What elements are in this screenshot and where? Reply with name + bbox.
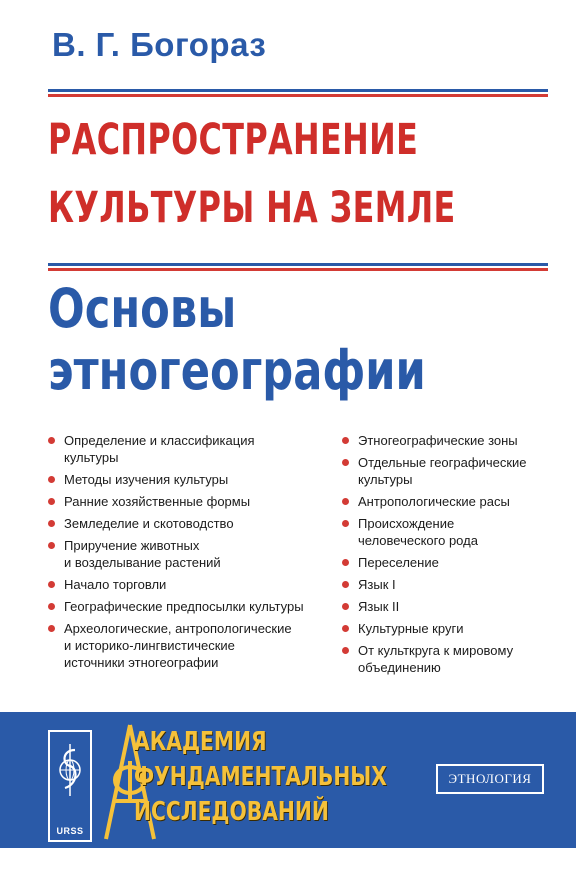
topic-item bbox=[48, 598, 330, 615]
topic-item-text: Определение и классификация bbox=[64, 433, 255, 448]
topic-item bbox=[342, 642, 562, 676]
topic-item bbox=[342, 515, 562, 549]
book-subtitle-line: этногеографии bbox=[48, 339, 426, 402]
series-title-line: АКАДЕМИЯ bbox=[134, 727, 267, 757]
topic-item bbox=[48, 576, 330, 593]
topic-item-text: Археологические, антропологические bbox=[64, 621, 292, 636]
topic-item-text: Язык I bbox=[358, 577, 396, 592]
top-divider bbox=[48, 89, 548, 97]
topic-item-text: культуры bbox=[358, 472, 413, 487]
topic-item-text: культуры bbox=[64, 450, 119, 465]
topic-item-text: Начало торговли bbox=[64, 577, 167, 592]
topic-item-text: Происхождение bbox=[358, 516, 455, 531]
topic-item bbox=[48, 432, 330, 466]
middle-divider bbox=[48, 263, 548, 271]
topic-item-text: Язык II bbox=[358, 599, 400, 614]
topics-right-column bbox=[342, 432, 562, 681]
topic-item-text: Приручение животных bbox=[64, 538, 200, 553]
book-title-line: КУЛЬТУРЫ НА ЗЕМЛЕ bbox=[48, 183, 456, 233]
publisher-logo bbox=[48, 730, 92, 842]
genre-badge: ЭТНОЛОГИЯ bbox=[436, 764, 544, 794]
topic-item bbox=[48, 537, 330, 571]
topic-item-text: человеческого рода bbox=[358, 533, 478, 548]
topic-item-text: Этногеографические зоны bbox=[358, 433, 518, 448]
publisher-label: URSS bbox=[56, 826, 84, 836]
topic-item-text: Ранние хозяйственные формы bbox=[64, 494, 251, 509]
book-subtitle bbox=[48, 278, 426, 402]
topic-item-text: Земледелие и скотоводство bbox=[64, 516, 234, 531]
topic-item bbox=[342, 432, 562, 449]
topic-item bbox=[342, 598, 562, 615]
topic-item bbox=[342, 620, 562, 637]
topic-item bbox=[48, 515, 330, 532]
topic-item bbox=[48, 620, 330, 671]
series-title-line: ИССЛЕДОВАНИЙ bbox=[134, 797, 329, 827]
topic-item-text: и историко-лингвистические bbox=[64, 638, 235, 653]
topic-item-text: Географические предпосылки культуры bbox=[64, 599, 304, 614]
topic-item-text: Отдельные географические bbox=[358, 455, 527, 470]
series-logo bbox=[100, 723, 400, 843]
author-name: В. Г. Богораз bbox=[52, 26, 267, 63]
topic-item-text: и возделывание растений bbox=[64, 555, 221, 570]
topics-left-column bbox=[48, 432, 330, 676]
book-title-line: РАСПРОСТРАНЕНИЕ bbox=[48, 115, 419, 165]
topic-item-text: источники этногеографии bbox=[64, 655, 219, 670]
book-title bbox=[48, 106, 456, 242]
topic-item-text: Переселение bbox=[358, 555, 439, 570]
topic-item bbox=[342, 554, 562, 571]
topic-item-text: Культурные круги bbox=[358, 621, 464, 636]
topic-item bbox=[48, 471, 330, 488]
topic-item-text: От культкруга к мировому bbox=[358, 643, 514, 658]
book-subtitle-line: Основы bbox=[48, 277, 237, 340]
topic-item bbox=[342, 576, 562, 593]
topic-item-text: Антропологические расы bbox=[358, 494, 510, 509]
topic-item-text: объединению bbox=[358, 660, 441, 675]
topic-item bbox=[48, 493, 330, 510]
globe-icon bbox=[56, 744, 84, 810]
topic-item bbox=[342, 493, 562, 510]
topic-item bbox=[342, 454, 562, 488]
series-title-line: ФУНДАМЕНТАЛЬНЫХ bbox=[134, 762, 387, 792]
topic-item-text: Методы изучения культуры bbox=[64, 472, 229, 487]
